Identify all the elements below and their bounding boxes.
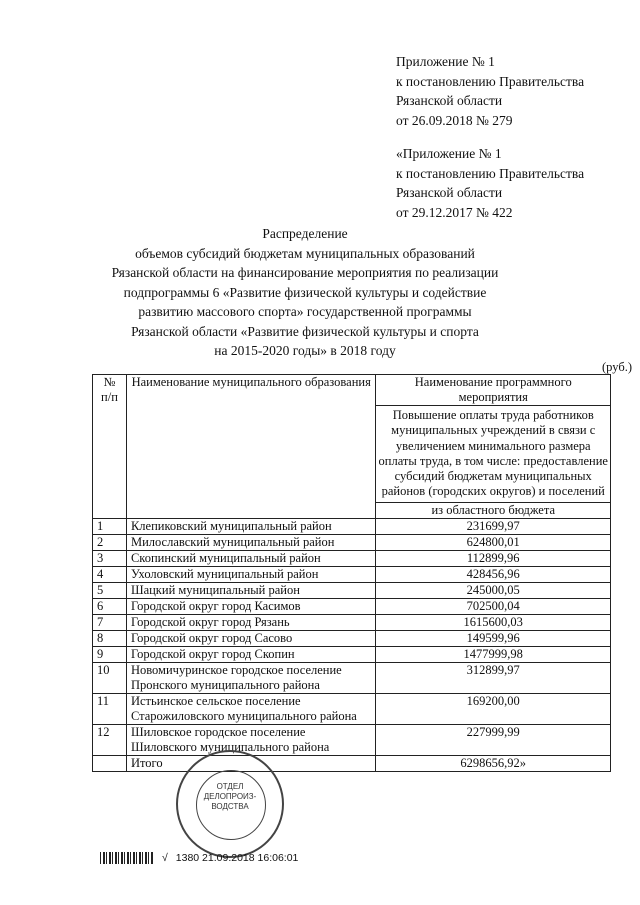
registration-number: 1380 21.09.2018 16:06:01 bbox=[175, 852, 299, 864]
title-line: объемов субсидий бюджетам муниципальных образований bbox=[135, 245, 475, 261]
table-row bbox=[93, 614, 611, 630]
barcode-icon bbox=[100, 852, 154, 864]
subsidy-table bbox=[92, 374, 611, 772]
row-municipality: Шацкий муниципальный район bbox=[126, 582, 376, 598]
title-line: Рязанской области «Развитие физической культуры и спорта bbox=[131, 323, 479, 339]
stamp-line: ДЕЛОПРОИЗ- bbox=[203, 792, 257, 801]
title-line: развитию массового спорта» государственной программы bbox=[138, 304, 472, 319]
row-municipality: Городской округ город Сасово bbox=[126, 630, 376, 646]
row-number: 8 bbox=[93, 630, 127, 646]
total-label: Итого bbox=[126, 755, 376, 771]
row-number: 3 bbox=[93, 550, 127, 566]
appendix-line: Приложение № 1 bbox=[396, 54, 495, 69]
office-stamp bbox=[176, 750, 284, 858]
row-municipality: Клепиковский муниципальный район bbox=[126, 518, 376, 534]
registration-footer bbox=[100, 852, 298, 864]
table-row bbox=[93, 566, 611, 582]
header-program-description: Повышение оплаты труда работников муниципальных учреждений в связи с увеличением минимального размера оплаты труда, в том числе: предоставление субсидий бюджетам муниципальных районов (городских округов) и поселений bbox=[376, 406, 611, 503]
row-municipality: Скопинский муниципальный район bbox=[126, 550, 376, 566]
row-number: 12 bbox=[93, 724, 127, 755]
table-row bbox=[93, 598, 611, 614]
row-amount: 312899,97 bbox=[376, 662, 611, 693]
row-number: 5 bbox=[93, 582, 127, 598]
row-amount: 428456,96 bbox=[376, 566, 611, 582]
row-amount: 169200,00 bbox=[376, 693, 611, 724]
header-municipality: Наименование муниципального образования bbox=[126, 375, 376, 519]
appendix-quoted-header bbox=[396, 144, 584, 222]
table-row bbox=[93, 724, 611, 755]
row-amount: 245000,05 bbox=[376, 582, 611, 598]
row-municipality: Истьинское сельское поселение Старожиловского муниципального района bbox=[126, 693, 376, 724]
appendix-header bbox=[396, 52, 584, 130]
title-line: подпрограммы 6 «Развитие физической культуры и содействие bbox=[123, 284, 487, 300]
row-number: 4 bbox=[93, 566, 127, 582]
document-title bbox=[100, 224, 510, 361]
appendix-line: к постановлению Правительства bbox=[396, 73, 585, 89]
row-municipality: Городской округ город Скопин bbox=[126, 646, 376, 662]
row-amount: 231699,97 bbox=[376, 518, 611, 534]
total-empty-cell bbox=[93, 755, 127, 771]
row-amount: 1477999,98 bbox=[376, 646, 611, 662]
row-amount: 112899,96 bbox=[376, 550, 611, 566]
stamp-line: ОТДЕЛ bbox=[216, 782, 244, 791]
stamp-line: ВОДСТВА bbox=[211, 802, 249, 811]
table-body bbox=[93, 518, 611, 755]
row-amount: 702500,04 bbox=[376, 598, 611, 614]
row-number: 10 bbox=[93, 662, 127, 693]
row-municipality: Городской округ город Рязань bbox=[126, 614, 376, 630]
row-number: 9 bbox=[93, 646, 127, 662]
row-amount: 227999,99 bbox=[376, 724, 611, 755]
table-row bbox=[93, 550, 611, 566]
table-row bbox=[93, 518, 611, 534]
row-municipality: Городской округ город Касимов bbox=[126, 598, 376, 614]
row-municipality: Шиловское городское поселение Шиловского муниципального района bbox=[126, 724, 376, 755]
header-number: № п/п bbox=[93, 375, 127, 519]
total-value: 6298656,92» bbox=[376, 755, 611, 771]
row-number: 6 bbox=[93, 598, 127, 614]
table-row bbox=[93, 646, 611, 662]
table-row bbox=[93, 582, 611, 598]
row-number: 2 bbox=[93, 534, 127, 550]
row-number: 11 bbox=[93, 693, 127, 724]
appendix-line: от 26.09.2018 № 279 bbox=[396, 112, 513, 128]
checkmark-icon: √ bbox=[162, 852, 168, 864]
table-row bbox=[93, 630, 611, 646]
appendix-line: Рязанской области bbox=[396, 185, 503, 200]
total-row bbox=[93, 755, 611, 771]
row-amount: 149599,96 bbox=[376, 630, 611, 646]
table-row bbox=[93, 662, 611, 693]
row-number: 7 bbox=[93, 614, 127, 630]
row-municipality: Новомичуринское городское поселение Пронского муниципального района bbox=[126, 662, 376, 693]
appendix-line: «Приложение № 1 bbox=[396, 146, 502, 161]
row-amount: 624800,01 bbox=[376, 534, 611, 550]
row-municipality: Милославский муниципальный район bbox=[126, 534, 376, 550]
appendix-line: Рязанской области bbox=[396, 93, 503, 108]
table-row bbox=[93, 534, 611, 550]
row-number: 1 bbox=[93, 518, 127, 534]
header-budget-source: из областного бюджета bbox=[376, 502, 611, 518]
row-amount: 1615600,03 bbox=[376, 614, 611, 630]
title-line: Распределение bbox=[262, 226, 348, 241]
title-line: Рязанской области на финансирование мероприятия по реализации bbox=[111, 265, 499, 280]
appendix-line: от 29.12.2017 № 422 bbox=[396, 204, 513, 220]
table-row bbox=[93, 693, 611, 724]
header-program: Наименование программного мероприятия bbox=[376, 375, 611, 406]
row-municipality: Ухоловский муниципальный район bbox=[126, 566, 376, 582]
appendix-line: к постановлению Правительства bbox=[396, 165, 585, 181]
units-label: (руб.) bbox=[602, 360, 632, 374]
stamp-text bbox=[178, 782, 282, 812]
title-line: на 2015-2020 годы» в 2018 году bbox=[214, 343, 396, 358]
